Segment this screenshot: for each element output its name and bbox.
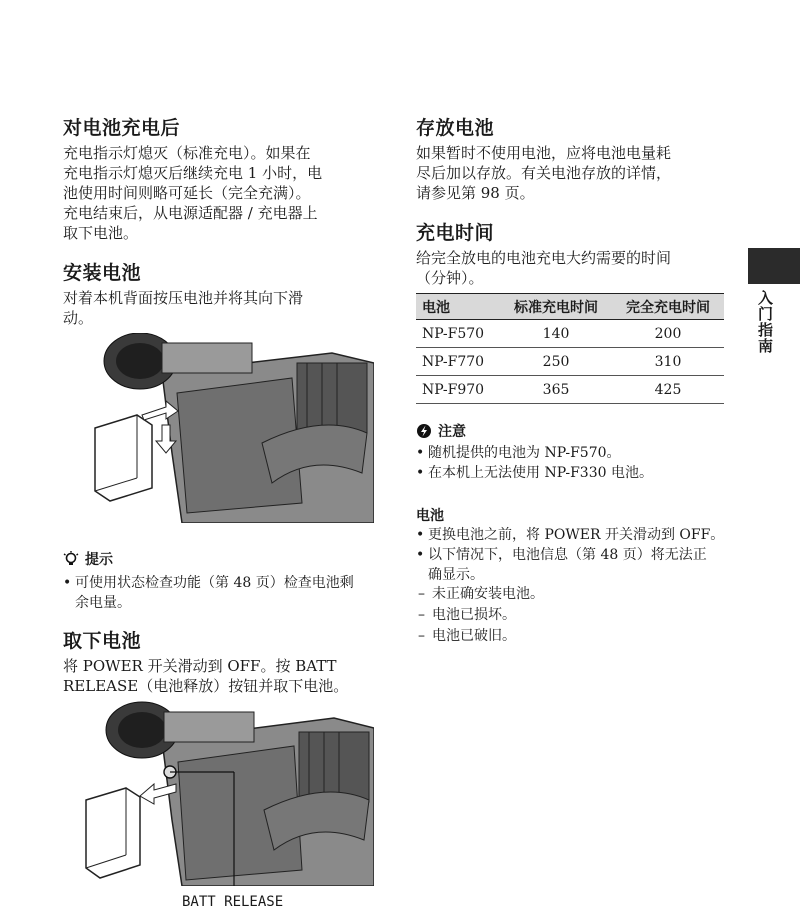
charge-time-title: 充电时间 [416, 222, 495, 244]
table-row [416, 320, 724, 348]
battery-sublist [416, 584, 736, 647]
install-battery-illustration [92, 333, 374, 523]
battery-subtitle: 电池 [416, 508, 444, 524]
tip-list [63, 573, 383, 613]
note-item: • 在本机上无法使用 NP-F330 电池。 [416, 463, 736, 483]
tip-item: • 可使用状态检查功能（第 48 页）检查电池剩 余电量。 [63, 573, 383, 613]
cell-full: 310 [612, 348, 724, 376]
cell-standard: 250 [500, 348, 612, 376]
cell-full: 200 [612, 320, 724, 348]
battery-subitem: – 未正确安装电池。 [416, 584, 736, 605]
charge-time-body: 给完全放电的电池充电大约需要的时间 （分钟）。 [416, 249, 672, 287]
charged-title: 对电池充电后 [63, 117, 181, 139]
battery-subitem: – 电池已破旧。 [416, 626, 736, 647]
remove-body: 将 POWER 开关滑动到 OFF。按 BATT RELEASE（电池释放）按钮并取下电池。 [63, 657, 349, 695]
section-tab-marker [748, 248, 800, 284]
tip-heading [63, 549, 113, 569]
battery-list [416, 525, 736, 585]
note-item: • 随机提供的电池为 NP-F570。 [416, 443, 736, 463]
remove-title: 取下电池 [63, 630, 142, 652]
cell-standard: 365 [500, 376, 612, 404]
storage-body: 如果暂时不使用电池，应将电池电量耗 尽后加以存放。有关电池存放的详情， 请参见第 98 页。 [416, 144, 672, 202]
battery-item: • 更换电池之前，将 POWER 开关滑动到 OFF。 [416, 525, 736, 545]
table-header-row [416, 294, 724, 320]
header-full-time: 完全充电时间 [612, 294, 724, 320]
install-title: 安装电池 [63, 262, 142, 284]
cell-battery: NP-F970 [416, 376, 500, 404]
cell-battery: NP-F570 [416, 320, 500, 348]
notes-heading [416, 421, 466, 441]
cell-full: 425 [612, 376, 724, 404]
tip-label: 提示 [85, 552, 113, 568]
table-row [416, 376, 724, 404]
batt-release-caption: BATT RELEASE [182, 894, 284, 910]
lightbulb-icon [63, 551, 79, 568]
notes-list [416, 443, 736, 483]
warning-icon [416, 423, 432, 439]
charge-time-table [416, 293, 724, 404]
battery-item: • 以下情况下，电池信息（第 48 页）将无法正 确显示。 [416, 545, 736, 585]
notes-label: 注意 [438, 424, 466, 440]
install-body: 对着本机背面按压电池并将其向下滑 动。 [63, 289, 304, 327]
header-battery: 电池 [416, 294, 500, 320]
storage-title: 存放电池 [416, 117, 495, 139]
remove-battery-illustration [84, 700, 374, 886]
cell-battery: NP-F770 [416, 348, 500, 376]
battery-subitem: – 电池已损坏。 [416, 605, 736, 626]
table-row [416, 348, 724, 376]
section-tab-label: 入门指南 [756, 290, 774, 354]
header-standard-time: 标准充电时间 [500, 294, 612, 320]
charged-body: 充电指示灯熄灭（标准充电）。如果在 充电指示灯熄灭后继续充电 1 小时，电 池使用时间则略可延长（完全充满）。 充电结束后，从电源适配器 / 充电器上 取下电池。 [63, 144, 323, 242]
cell-standard: 140 [500, 320, 612, 348]
